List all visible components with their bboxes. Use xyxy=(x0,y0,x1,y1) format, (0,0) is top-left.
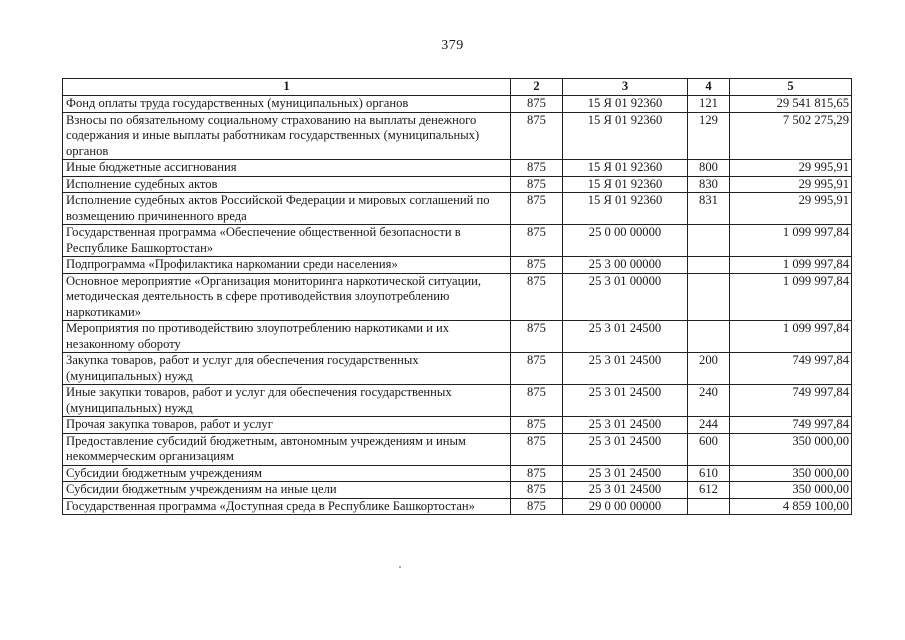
row-name-cell: Взносы по обязательному социальному страхованию на выплаты денежного содержания и иные выплаты работникам государственных (муниципальных) органов xyxy=(63,112,511,160)
row-expense-type-cell: 121 xyxy=(688,96,730,113)
row-target-code-cell: 25 0 00 00000 xyxy=(563,225,688,257)
row-amount-cell: 1 099 997,84 xyxy=(730,257,852,274)
row-target-code-cell: 25 3 01 24500 xyxy=(563,482,688,499)
row-name-cell: Субсидии бюджетным учреждениям на иные цели xyxy=(63,482,511,499)
row-dept-cell: 875 xyxy=(511,321,563,353)
row-dept-cell: 875 xyxy=(511,160,563,177)
table-row xyxy=(63,160,852,177)
row-name-cell: Иные закупки товаров, работ и услуг для обеспечения государственных (муниципальных) нужд xyxy=(63,385,511,417)
row-amount-cell: 29 541 815,65 xyxy=(730,96,852,113)
row-expense-type-cell: 240 xyxy=(688,385,730,417)
row-name-cell: Государственная программа «Обеспечение общественной безопасности в Республике Башкортостан» xyxy=(63,225,511,257)
row-amount-cell: 1 099 997,84 xyxy=(730,273,852,321)
page-number: 379 xyxy=(441,38,464,53)
table-row xyxy=(63,482,852,499)
row-name-cell: Мероприятия по противодействию злоупотреблению наркотиками и их незаконному обороту xyxy=(63,321,511,353)
row-name-cell: Субсидии бюджетным учреждениям xyxy=(63,465,511,482)
row-amount-cell: 350 000,00 xyxy=(730,465,852,482)
row-dept-cell: 875 xyxy=(511,257,563,274)
column-header-amount: 5 xyxy=(730,79,852,96)
row-expense-type-cell: 612 xyxy=(688,482,730,499)
table-row xyxy=(63,498,852,515)
row-amount-cell: 29 995,91 xyxy=(730,193,852,225)
row-target-code-cell: 25 3 01 00000 xyxy=(563,273,688,321)
table-row xyxy=(63,433,852,465)
row-dept-cell: 875 xyxy=(511,417,563,434)
row-amount-cell: 749 997,84 xyxy=(730,417,852,434)
row-dept-cell: 875 xyxy=(511,225,563,257)
row-dept-cell: 875 xyxy=(511,498,563,515)
table-row xyxy=(63,385,852,417)
row-dept-cell: 875 xyxy=(511,112,563,160)
row-amount-cell: 1 099 997,84 xyxy=(730,225,852,257)
row-name-cell: Фонд оплаты труда государственных (муниципальных) органов xyxy=(63,96,511,113)
table-row xyxy=(63,96,852,113)
table-row xyxy=(63,465,852,482)
row-name-cell: Прочая закупка товаров, работ и услуг xyxy=(63,417,511,434)
table-row xyxy=(63,225,852,257)
row-dept-cell: 875 xyxy=(511,482,563,499)
row-expense-type-cell: 600 xyxy=(688,433,730,465)
row-name-cell: Исполнение судебных актов xyxy=(63,176,511,193)
table-header-row xyxy=(63,79,852,96)
table-row xyxy=(63,417,852,434)
table-row xyxy=(63,353,852,385)
row-amount-cell: 350 000,00 xyxy=(730,433,852,465)
row-name-cell: Предоставление субсидий бюджетным, автономным учреждениям и иным некоммерческим организациям xyxy=(63,433,511,465)
column-header-target-code: 3 xyxy=(563,79,688,96)
row-dept-cell: 875 xyxy=(511,273,563,321)
row-amount-cell: 29 995,91 xyxy=(730,176,852,193)
row-dept-cell: 875 xyxy=(511,385,563,417)
column-header-name: 1 xyxy=(63,79,511,96)
table-row xyxy=(63,321,852,353)
row-expense-type-cell: 800 xyxy=(688,160,730,177)
row-target-code-cell: 25 3 01 24500 xyxy=(563,353,688,385)
table-row xyxy=(63,257,852,274)
row-expense-type-cell xyxy=(688,498,730,515)
row-dept-cell: 875 xyxy=(511,433,563,465)
row-name-cell: Исполнение судебных актов Российской Федерации и мировых соглашений по возмещению причиненного вреда xyxy=(63,193,511,225)
row-expense-type-cell: 610 xyxy=(688,465,730,482)
row-expense-type-cell xyxy=(688,257,730,274)
row-expense-type-cell: 244 xyxy=(688,417,730,434)
table-row xyxy=(63,193,852,225)
row-target-code-cell: 29 0 00 00000 xyxy=(563,498,688,515)
row-expense-type-cell: 200 xyxy=(688,353,730,385)
column-header-dept: 2 xyxy=(511,79,563,96)
row-expense-type-cell xyxy=(688,225,730,257)
row-dept-cell: 875 xyxy=(511,96,563,113)
row-expense-type-cell xyxy=(688,321,730,353)
row-name-cell: Иные бюджетные ассигнования xyxy=(63,160,511,177)
row-name-cell: Основное мероприятие «Организация мониторинга наркотической ситуации, методическая деятельность в сфере противодействия злоупотреблению наркотиками» xyxy=(63,273,511,321)
row-name-cell: Государственная программа «Доступная среда в Республике Башкортостан» xyxy=(63,498,511,515)
table-body xyxy=(63,96,852,515)
row-amount-cell: 350 000,00 xyxy=(730,482,852,499)
scan-speck xyxy=(399,566,401,568)
column-header-expense-type: 4 xyxy=(688,79,730,96)
row-target-code-cell: 25 3 01 24500 xyxy=(563,417,688,434)
row-target-code-cell: 15 Я 01 92360 xyxy=(563,176,688,193)
row-name-cell: Подпрограмма «Профилактика наркомании среди населения» xyxy=(63,257,511,274)
row-dept-cell: 875 xyxy=(511,176,563,193)
row-amount-cell: 749 997,84 xyxy=(730,385,852,417)
row-target-code-cell: 25 3 01 24500 xyxy=(563,465,688,482)
table-row xyxy=(63,176,852,193)
row-amount-cell: 7 502 275,29 xyxy=(730,112,852,160)
row-target-code-cell: 25 3 01 24500 xyxy=(563,433,688,465)
row-target-code-cell: 15 Я 01 92360 xyxy=(563,112,688,160)
budget-table xyxy=(62,78,852,515)
row-dept-cell: 875 xyxy=(511,465,563,482)
row-target-code-cell: 25 3 01 24500 xyxy=(563,321,688,353)
row-dept-cell: 875 xyxy=(511,193,563,225)
row-target-code-cell: 15 Я 01 92360 xyxy=(563,160,688,177)
row-expense-type-cell: 129 xyxy=(688,112,730,160)
row-amount-cell: 749 997,84 xyxy=(730,353,852,385)
row-dept-cell: 875 xyxy=(511,353,563,385)
row-amount-cell: 1 099 997,84 xyxy=(730,321,852,353)
table-row xyxy=(63,112,852,160)
row-expense-type-cell xyxy=(688,273,730,321)
row-expense-type-cell: 830 xyxy=(688,176,730,193)
row-target-code-cell: 15 Я 01 92360 xyxy=(563,193,688,225)
row-target-code-cell: 15 Я 01 92360 xyxy=(563,96,688,113)
row-name-cell: Закупка товаров, работ и услуг для обеспечения государственных (муниципальных) нужд xyxy=(63,353,511,385)
row-amount-cell: 29 995,91 xyxy=(730,160,852,177)
table-row xyxy=(63,273,852,321)
row-target-code-cell: 25 3 00 00000 xyxy=(563,257,688,274)
row-target-code-cell: 25 3 01 24500 xyxy=(563,385,688,417)
row-expense-type-cell: 831 xyxy=(688,193,730,225)
row-amount-cell: 4 859 100,00 xyxy=(730,498,852,515)
